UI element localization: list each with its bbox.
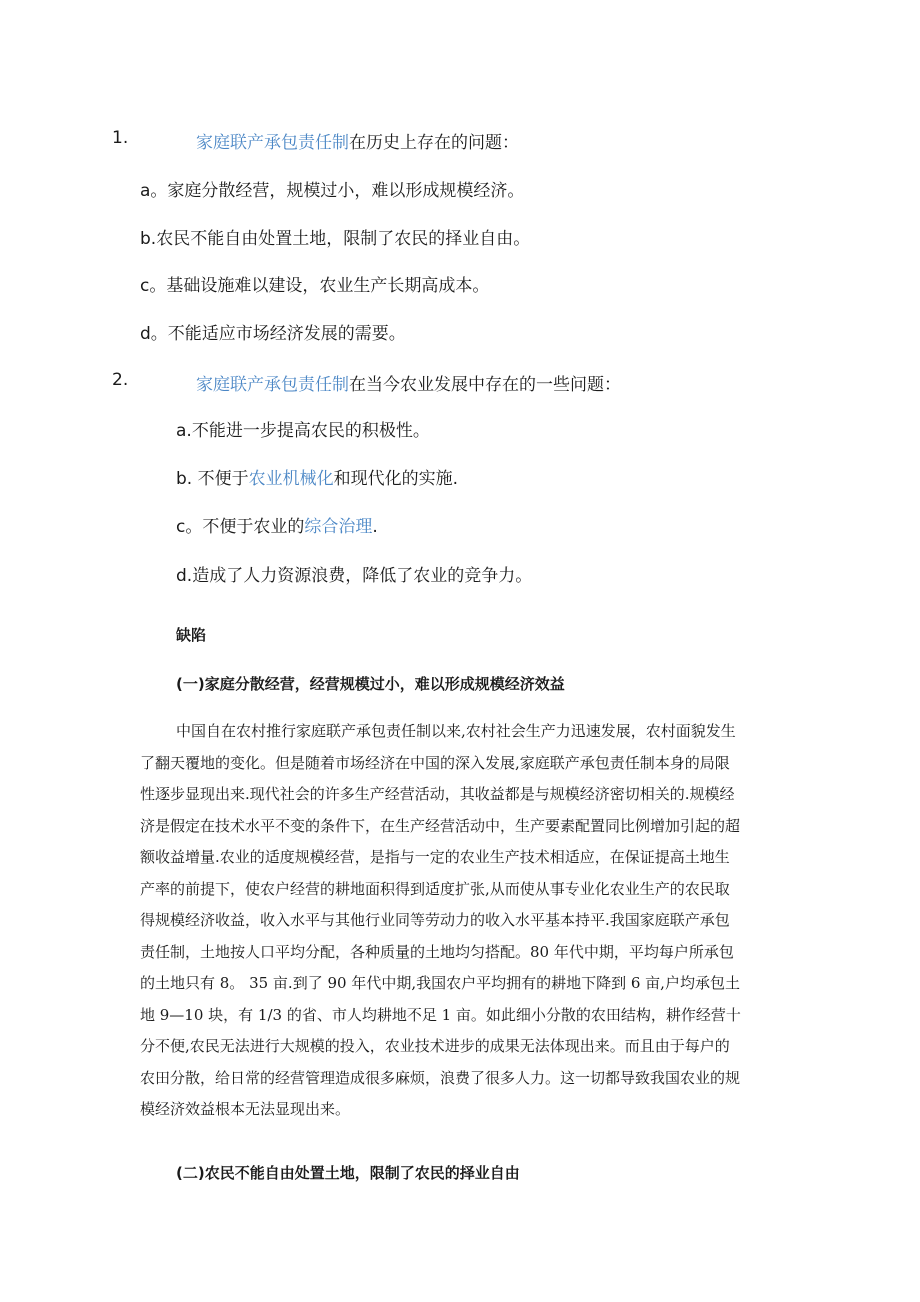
section2-heading-text: 在当今农业发展中存在的一些问题： (349, 375, 621, 395)
section2-item-a: a.不能进一步提高农民的积极性。 (176, 421, 430, 441)
section2-item-d: d.造成了人力资源浪费，降低了农业的竞争力。 (176, 566, 533, 586)
paragraph-line: 分不便,农民无法进行大规模的投入，农业技术进步的成果无法体现出来。而且由于每户的 (140, 1037, 730, 1055)
section2-number: 2. (112, 370, 129, 390)
comprehensive-management-link[interactable]: 综合治理 (304, 517, 373, 537)
paragraph-line: 了翻天覆地的变化。但是随着市场经济在中国的深入发展,家庭联产承包责任制本身的局限 (140, 753, 730, 772)
paragraph-line: 产率的前提下，使农户经营的耕地面积得到适度扩张,从而使从事专业化农业生产的农民取 (140, 879, 730, 898)
section1-heading (196, 128, 519, 153)
section2-item-c-suffix: . (372, 517, 378, 537)
paragraph-line: 地 9—10 块，有 1/3 的省、市人均耕地不足 1 亩。如此细小分散的农田结构，耕作经营十 (140, 1005, 741, 1024)
section1-item-b: b.农民不能自由处置土地，限制了农民的择业自由。 (140, 229, 531, 249)
section1-link[interactable]: 家庭联产承包责任制 (196, 133, 349, 153)
paragraph-line: 济是假定在技术水平不变的条件下，在生产经营活动中，生产要素配置同比例增加引起的超 (140, 816, 741, 835)
paragraph-line: 的土地只有 8。 35 亩.到了 90 年代中期,我国农户平均拥有的耕地下降到 6 亩,户均承包土 (140, 974, 740, 992)
defects-heading-1: (一)家庭分散经营，经营规模过小，难以形成规模经济效益 (176, 675, 565, 693)
paragraph-line: 性逐步显现出来.现代社会的许多生产经营活动，其收益都是与规模经济密切相关的.规模经 (140, 785, 735, 803)
defects-heading-2: (二)农民不能自由处置土地，限制了农民的择业自由 (176, 1164, 520, 1182)
section2-item-b-suffix: 和现代化的实施. (333, 469, 459, 489)
section2-link[interactable]: 家庭联产承包责任制 (196, 375, 349, 395)
defects-title: 缺陷 (176, 626, 207, 644)
paragraph-line: 额收益增量.农业的适度规模经营，是指与一定的农业生产技术相适应，在保证提高土地生 (140, 848, 730, 866)
paragraph-line: 模经济效益根本无法显现出来。 (140, 1100, 351, 1118)
paragraph-line: 农田分散，给日常的经营管理造成很多麻烦，浪费了很多人力。这一切都导致我国农业的规 (140, 1068, 741, 1087)
section1-item-a: a。家庭分散经营，规模过小，难以形成规模经济。 (140, 181, 525, 201)
paragraph-line: 得规模经济收益，收入水平与其他行业同等劳动力的收入水平基本持平.我国家庭联产承包 (140, 911, 730, 929)
section2-item-c-prefix: c。不便于农业的 (176, 517, 305, 537)
section1-item-c: c。基础设施难以建设，农业生产长期高成本。 (140, 276, 490, 296)
paragraph-line: 责任制，土地按人口平均分配，各种质量的土地均匀搭配。80 年代中期，平均每户所承包 (140, 942, 734, 961)
section2-item-c (176, 512, 378, 537)
section1-item-d: d。不能适应市场经济发展的需要。 (140, 324, 406, 344)
agricultural-mechanization-link[interactable]: 农业机械化 (248, 469, 334, 489)
section2-item-b (176, 464, 458, 489)
section2-item-b-prefix: b. 不便于 (176, 469, 249, 489)
section2-heading (196, 370, 621, 395)
paragraph-line: 中国自在农村推行家庭联产承包责任制以来,农村社会生产力迅速发展，农村面貌发生 (176, 722, 736, 740)
section1-heading-text: 在历史上存在的问题： (349, 133, 519, 153)
section1-number: 1. (112, 128, 129, 148)
